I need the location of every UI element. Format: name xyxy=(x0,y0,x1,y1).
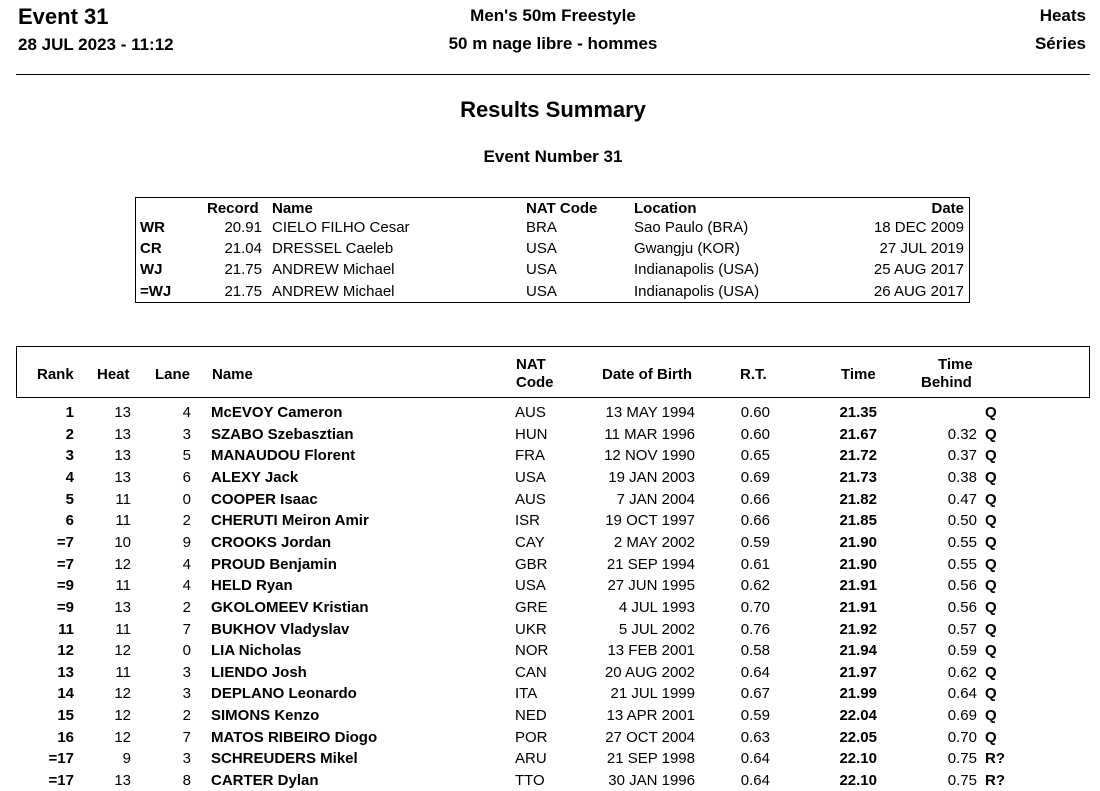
result-time-behind: 0.56 xyxy=(947,577,977,595)
result-time-behind: 0.38 xyxy=(947,468,977,486)
result-nat: HUN xyxy=(515,425,548,443)
result-nat: CAN xyxy=(515,663,547,681)
col-heat: Heat xyxy=(97,366,130,383)
result-time-behind: 0.50 xyxy=(947,512,977,530)
result-heat: 12 xyxy=(114,707,131,725)
result-heat: 12 xyxy=(114,728,131,746)
result-dob: 5 JUL 2002 xyxy=(618,620,695,638)
result-row xyxy=(0,510,1100,531)
result-qualifier: Q xyxy=(985,620,997,638)
result-dob: 7 JAN 2004 xyxy=(616,490,695,508)
record-location: Sao Paulo (BRA) xyxy=(634,219,749,236)
result-dob: 27 OCT 2004 xyxy=(605,728,695,746)
result-time-behind: 0.75 xyxy=(947,772,977,790)
col-lane: Lane xyxy=(155,366,191,383)
result-dob: 20 AUG 2002 xyxy=(604,663,695,681)
result-rt: 0.69 xyxy=(740,468,770,486)
result-row xyxy=(0,727,1100,748)
result-lane: 2 xyxy=(182,512,191,530)
result-time: 21.90 xyxy=(839,555,877,573)
result-dob: 19 OCT 1997 xyxy=(605,512,695,530)
result-nat: GBR xyxy=(515,555,548,573)
event-label: Event 31 xyxy=(18,4,109,29)
result-row xyxy=(0,748,1100,769)
records-header-location: Location xyxy=(634,200,697,217)
result-dob: 21 SEP 1994 xyxy=(606,555,695,573)
result-rt: 0.65 xyxy=(740,447,770,465)
result-row xyxy=(0,640,1100,661)
result-rank: 2 xyxy=(65,425,74,443)
result-heat: 13 xyxy=(114,772,131,790)
result-time-behind: 0.70 xyxy=(947,728,977,746)
result-qualifier: R? xyxy=(985,772,1005,790)
record-type: =WJ xyxy=(140,283,172,300)
result-heat: 11 xyxy=(115,512,131,530)
col-name: Name xyxy=(212,366,253,383)
result-nat: GRE xyxy=(515,598,548,616)
result-row xyxy=(0,554,1100,575)
result-rt: 0.62 xyxy=(740,577,770,595)
result-time: 21.82 xyxy=(839,490,877,508)
result-time-behind: 0.59 xyxy=(947,642,977,660)
result-time: 22.05 xyxy=(839,728,877,746)
result-dob: 27 JUN 1995 xyxy=(607,577,695,595)
result-rt: 0.60 xyxy=(740,425,770,443)
result-name: McEVOY Cameron xyxy=(211,404,343,421)
result-lane: 4 xyxy=(182,577,191,595)
result-rt: 0.59 xyxy=(740,707,770,725)
result-row xyxy=(0,424,1100,445)
result-time-behind: 0.69 xyxy=(947,707,977,725)
result-qualifier: Q xyxy=(985,425,997,443)
result-lane: 4 xyxy=(182,555,191,573)
record-date: 25 AUG 2017 xyxy=(873,261,964,278)
record-date: 26 AUG 2017 xyxy=(873,283,964,300)
result-name: BUKHOV Vladyslav xyxy=(211,620,350,638)
result-heat: 13 xyxy=(114,598,131,616)
result-time: 21.99 xyxy=(839,685,877,703)
result-name: HELD Ryan xyxy=(211,577,293,595)
records-table xyxy=(135,197,970,303)
result-heat: 13 xyxy=(114,404,131,421)
result-name: ALEXY Jack xyxy=(211,468,299,486)
result-name: SCHREUDERS Mikel xyxy=(211,750,358,768)
result-name: SIMONS Kenzo xyxy=(211,707,320,725)
result-name: DEPLANO Leonardo xyxy=(211,685,357,703)
result-rt: 0.64 xyxy=(740,750,770,768)
result-nat: ISR xyxy=(515,512,541,530)
result-time: 21.90 xyxy=(839,533,877,551)
result-lane: 6 xyxy=(182,468,191,486)
phase-en: Heats xyxy=(1039,6,1086,25)
result-rank: =17 xyxy=(48,750,74,768)
result-nat: CAY xyxy=(515,533,545,551)
result-time-behind: 0.47 xyxy=(947,490,977,508)
result-lane: 5 xyxy=(182,447,191,465)
phase-fr: Séries xyxy=(1034,34,1086,53)
event-name-fr: 50 m nage libre - hommes xyxy=(448,34,658,53)
results-header xyxy=(16,346,1090,398)
record-location: Indianapolis (USA) xyxy=(634,261,760,278)
result-dob: 4 JUL 1993 xyxy=(618,598,695,616)
result-row xyxy=(0,705,1100,726)
result-time: 21.35 xyxy=(839,404,877,421)
result-heat: 13 xyxy=(114,447,131,465)
result-dob: 21 JUL 1999 xyxy=(610,685,695,703)
result-lane: 0 xyxy=(182,490,191,508)
result-rank: =9 xyxy=(56,577,74,595)
result-name: LIA Nicholas xyxy=(211,642,302,660)
result-row xyxy=(0,597,1100,618)
result-name: COOPER Isaac xyxy=(211,490,318,508)
col-rt: R.T. xyxy=(740,366,767,383)
result-qualifier: Q xyxy=(985,728,997,746)
result-time: 21.94 xyxy=(839,642,877,660)
result-rank: 4 xyxy=(65,468,74,486)
record-time: 21.04 xyxy=(224,240,262,257)
result-dob: 21 SEP 1998 xyxy=(606,750,695,768)
result-lane: 4 xyxy=(182,404,191,421)
result-qualifier: Q xyxy=(985,685,997,703)
result-name: MANAUDOU Florent xyxy=(211,447,356,465)
result-name: CHERUTI Meiron Amir xyxy=(211,512,369,530)
result-row xyxy=(0,683,1100,704)
result-name: SZABO Szebasztian xyxy=(211,425,354,443)
result-heat: 11 xyxy=(115,490,131,508)
record-location: Gwangju (KOR) xyxy=(634,240,740,257)
result-rank: 12 xyxy=(57,642,74,660)
records-header-nat: NAT Code xyxy=(526,200,598,217)
record-time: 20.91 xyxy=(224,219,262,236)
result-time-behind: 0.56 xyxy=(947,598,977,616)
result-time-behind: 0.57 xyxy=(947,620,977,638)
result-nat: ITA xyxy=(515,685,538,703)
result-nat: ARU xyxy=(515,750,547,768)
result-qualifier: R? xyxy=(985,750,1005,768)
result-name: MATOS RIBEIRO Diogo xyxy=(211,728,378,746)
result-rt: 0.64 xyxy=(740,772,770,790)
result-lane: 3 xyxy=(182,425,191,443)
record-nat: BRA xyxy=(526,219,557,236)
record-type: WJ xyxy=(140,261,163,278)
result-lane: 2 xyxy=(182,707,191,725)
result-rank: 6 xyxy=(65,512,74,530)
result-rt: 0.76 xyxy=(740,620,770,638)
result-rank: 1 xyxy=(65,404,74,421)
result-row xyxy=(0,445,1100,466)
result-time: 21.73 xyxy=(839,468,877,486)
result-time: 21.85 xyxy=(839,512,877,530)
col-dob: Date of Birth xyxy=(602,366,692,383)
result-name: GKOLOMEEV Kristian xyxy=(211,598,369,616)
result-dob: 13 MAY 1994 xyxy=(605,404,695,421)
result-rank: 13 xyxy=(57,663,74,681)
result-time: 21.67 xyxy=(839,425,877,443)
result-rt: 0.64 xyxy=(740,663,770,681)
record-nat: USA xyxy=(526,261,557,278)
result-qualifier: Q xyxy=(985,490,997,508)
result-time: 21.97 xyxy=(839,663,877,681)
result-time: 21.92 xyxy=(839,620,877,638)
result-time-behind: 0.55 xyxy=(947,555,977,573)
result-qualifier: Q xyxy=(985,663,997,681)
result-heat: 12 xyxy=(114,685,131,703)
result-lane: 7 xyxy=(182,728,191,746)
result-rank: 5 xyxy=(65,490,74,508)
result-qualifier: Q xyxy=(985,533,997,551)
result-nat: NED xyxy=(515,707,547,725)
result-time-behind: 0.62 xyxy=(947,663,977,681)
result-nat: UKR xyxy=(515,620,547,638)
col-nat-1: NAT xyxy=(516,356,546,373)
result-rank: 15 xyxy=(57,707,74,725)
result-heat: 13 xyxy=(114,468,131,486)
result-name: CROOKS Jordan xyxy=(211,533,332,551)
result-qualifier: Q xyxy=(985,555,997,573)
result-dob: 30 JAN 1996 xyxy=(608,772,695,790)
result-dob: 13 FEB 2001 xyxy=(607,642,695,660)
result-lane: 8 xyxy=(182,772,191,790)
result-nat: USA xyxy=(515,468,546,486)
result-rt: 0.60 xyxy=(740,404,770,421)
result-rank: 3 xyxy=(65,447,74,465)
result-rank: =7 xyxy=(56,533,74,551)
result-rt: 0.66 xyxy=(740,490,770,508)
result-heat: 11 xyxy=(115,620,131,638)
result-lane: 3 xyxy=(182,685,191,703)
result-heat: 13 xyxy=(114,425,131,443)
record-time: 21.75 xyxy=(224,283,262,300)
event-datetime: 28 JUL 2023 - 11:12 xyxy=(18,35,174,54)
result-rank: =7 xyxy=(56,555,74,573)
result-time: 22.10 xyxy=(839,772,877,790)
result-heat: 12 xyxy=(114,642,131,660)
records-header-date: Date xyxy=(931,200,964,217)
result-heat: 10 xyxy=(114,533,131,551)
result-time: 21.91 xyxy=(839,598,877,616)
result-time: 21.72 xyxy=(839,447,877,465)
result-lane: 7 xyxy=(182,620,191,638)
result-heat: 11 xyxy=(115,663,131,681)
page-title: Results Summary xyxy=(460,97,646,122)
result-time: 22.10 xyxy=(839,750,877,768)
result-name: LIENDO Josh xyxy=(211,663,307,681)
result-lane: 0 xyxy=(182,642,191,660)
result-time: 22.04 xyxy=(839,707,877,725)
result-qualifier: Q xyxy=(985,577,997,595)
result-lane: 9 xyxy=(182,533,191,551)
result-heat: 12 xyxy=(114,555,131,573)
result-name: CARTER Dylan xyxy=(211,772,319,790)
result-time: 21.91 xyxy=(839,577,877,595)
record-date: 18 DEC 2009 xyxy=(873,219,964,236)
col-time: Time xyxy=(841,366,876,383)
event-name-en: Men's 50m Freestyle xyxy=(470,6,636,25)
result-time-behind: 0.37 xyxy=(947,447,977,465)
result-row xyxy=(0,489,1100,510)
result-time-behind: 0.64 xyxy=(947,685,977,703)
record-date: 27 JUL 2019 xyxy=(879,240,964,257)
result-row xyxy=(0,467,1100,488)
result-rt: 0.58 xyxy=(740,642,770,660)
result-nat: POR xyxy=(515,728,548,746)
result-lane: 2 xyxy=(182,598,191,616)
result-rt: 0.63 xyxy=(740,728,770,746)
result-qualifier: Q xyxy=(985,447,997,465)
result-rank: 14 xyxy=(57,685,74,703)
col-behind-1: Time xyxy=(938,356,973,373)
result-nat: USA xyxy=(515,577,546,595)
col-rank: Rank xyxy=(37,366,74,383)
result-qualifier: Q xyxy=(985,468,997,486)
result-row xyxy=(0,532,1100,553)
records-header-record: Record xyxy=(207,200,259,217)
record-location: Indianapolis (USA) xyxy=(634,283,760,300)
result-rank: =17 xyxy=(48,772,74,790)
record-nat: USA xyxy=(526,283,557,300)
result-rank: 11 xyxy=(58,620,74,638)
col-behind-2: Behind xyxy=(921,374,972,391)
result-heat: 11 xyxy=(115,577,131,595)
result-rt: 0.59 xyxy=(740,533,770,551)
result-qualifier: Q xyxy=(985,512,997,530)
result-dob: 2 MAY 2002 xyxy=(613,533,695,551)
result-nat: NOR xyxy=(515,642,549,660)
result-rt: 0.66 xyxy=(740,512,770,530)
col-nat-2: Code xyxy=(516,374,554,391)
result-name: PROUD Benjamin xyxy=(211,555,337,573)
result-nat: AUS xyxy=(515,404,546,421)
result-dob: 13 APR 2001 xyxy=(606,707,695,725)
result-rt: 0.70 xyxy=(740,598,770,616)
record-holder-name: DRESSEL Caeleb xyxy=(272,240,394,257)
record-holder-name: ANDREW Michael xyxy=(272,261,395,278)
result-rank: =9 xyxy=(56,598,74,616)
page-subtitle: Event Number 31 xyxy=(483,147,623,166)
result-time-behind: 0.75 xyxy=(947,750,977,768)
record-type: WR xyxy=(140,219,165,236)
result-qualifier: Q xyxy=(985,707,997,725)
result-dob: 19 JAN 2003 xyxy=(608,468,695,486)
result-lane: 3 xyxy=(182,663,191,681)
record-holder-name: ANDREW Michael xyxy=(272,283,395,300)
record-holder-name: CIELO FILHO Cesar xyxy=(272,219,410,236)
result-row xyxy=(0,402,1100,423)
result-qualifier: Q xyxy=(985,598,997,616)
result-row xyxy=(0,619,1100,640)
result-nat: AUS xyxy=(515,490,546,508)
record-time: 21.75 xyxy=(224,261,262,278)
record-nat: USA xyxy=(526,240,557,257)
result-dob: 11 MAR 1996 xyxy=(604,425,695,443)
result-rt: 0.67 xyxy=(740,685,770,703)
result-heat: 9 xyxy=(122,750,131,768)
result-rank: 16 xyxy=(57,728,74,746)
result-row xyxy=(0,662,1100,683)
result-time-behind: 0.32 xyxy=(947,425,977,443)
header-divider xyxy=(16,74,1090,75)
result-row xyxy=(0,575,1100,596)
records-header-name: Name xyxy=(272,200,313,217)
result-dob: 12 NOV 1990 xyxy=(604,447,695,465)
result-lane: 3 xyxy=(182,750,191,768)
result-time-behind: 0.55 xyxy=(947,533,977,551)
record-type: CR xyxy=(140,240,162,257)
result-qualifier: Q xyxy=(985,404,997,421)
result-qualifier: Q xyxy=(985,642,997,660)
result-nat: FRA xyxy=(515,447,545,465)
result-rt: 0.61 xyxy=(740,555,770,573)
result-nat: TTO xyxy=(515,772,545,790)
